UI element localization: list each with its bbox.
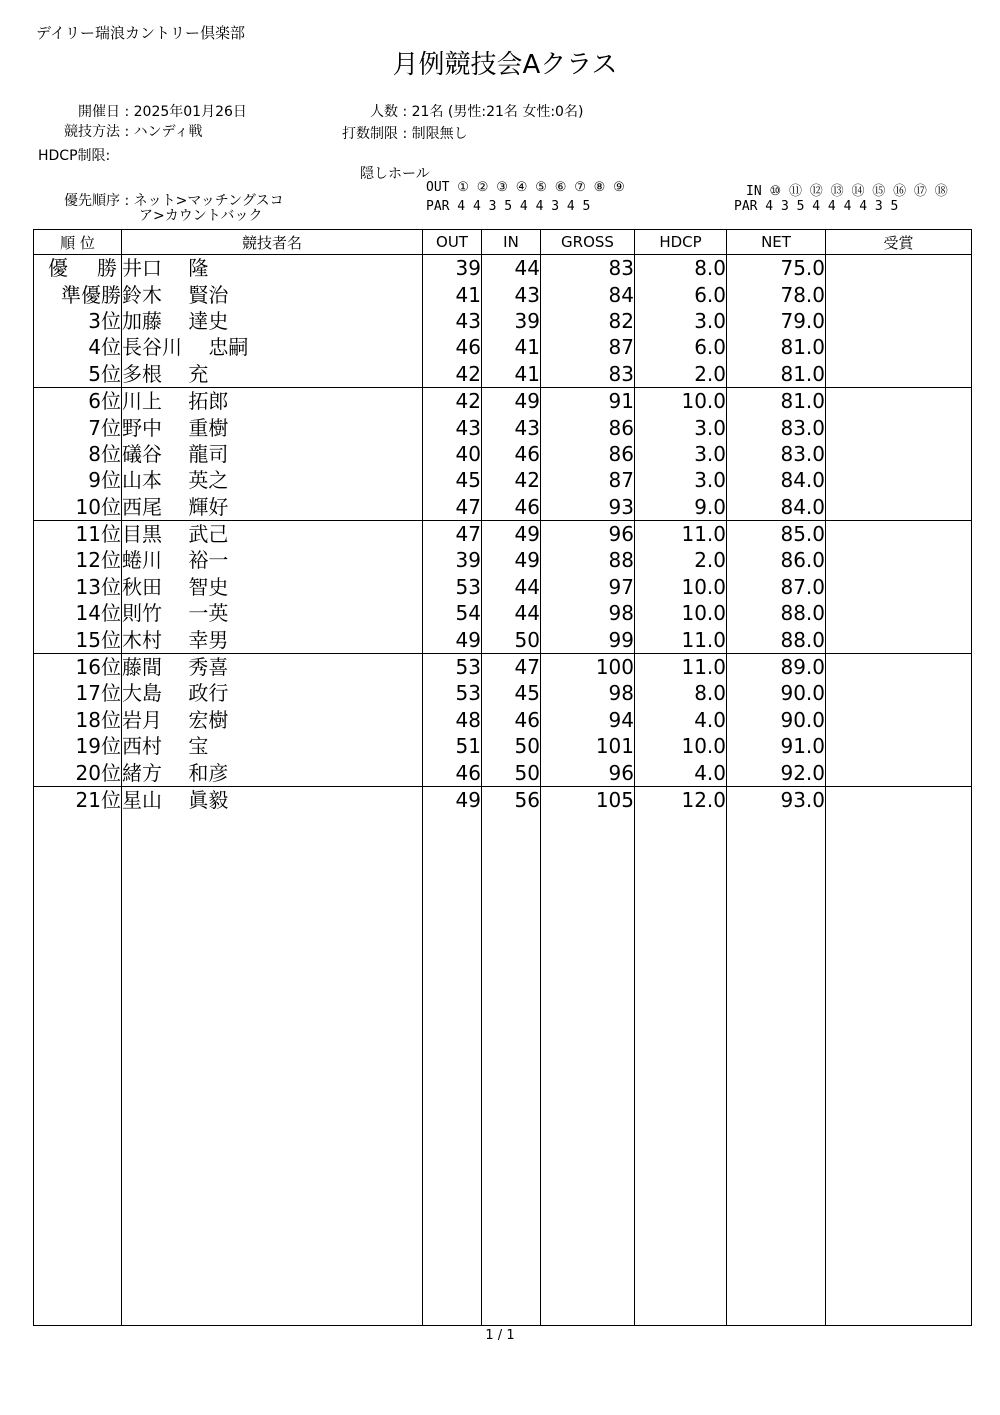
award-cell <box>826 361 972 388</box>
page-number: 1 / 1 <box>485 1328 515 1343</box>
empty-cell <box>122 813 423 1325</box>
col-header-in: IN <box>482 230 541 255</box>
hdcp-cell: 11.0 <box>635 653 727 680</box>
rank-cell: 12位 <box>34 547 122 573</box>
col-header-award: 受賞 <box>826 230 972 255</box>
gross-cell: 98 <box>541 600 635 626</box>
table-row <box>34 547 972 573</box>
hdcp-cell: 12.0 <box>635 786 727 813</box>
rank-cell: 7位 <box>34 414 122 440</box>
table-row <box>34 281 972 307</box>
hdcp-cell: 10.0 <box>635 574 727 600</box>
name-cell: 西尾 輝好 <box>122 494 423 521</box>
hdcp-cell: 10.0 <box>635 600 727 626</box>
table-row <box>34 467 972 493</box>
empty-cell <box>635 813 727 1325</box>
award-cell <box>826 786 972 813</box>
net-cell: 83.0 <box>727 414 826 440</box>
hdcp-cell: 8.0 <box>635 255 727 282</box>
gross-cell: 96 <box>541 520 635 547</box>
hdcp-cell: 10.0 <box>635 733 727 759</box>
empty-cell <box>541 813 635 1325</box>
hidden-par-out: PAR 4 4 3 5 4 4 3 4 5 <box>426 199 591 214</box>
hidden-par-in: PAR 4 3 5 4 4 4 4 3 5 <box>734 199 899 214</box>
limit-label: 打数制限 <box>342 126 398 142</box>
table-row <box>34 653 972 680</box>
out-cell: 46 <box>423 334 482 360</box>
hdcp-cell: 6.0 <box>635 334 727 360</box>
net-cell: 88.0 <box>727 600 826 626</box>
out-cell: 51 <box>423 733 482 759</box>
hdcp-cell: 4.0 <box>635 707 727 733</box>
table-row <box>34 494 972 521</box>
rank-cell: 5位 <box>34 361 122 388</box>
in-cell: 46 <box>482 494 541 521</box>
colon: : <box>124 193 134 209</box>
out-cell: 53 <box>423 680 482 706</box>
count-value: 21名 (男性:21名 女性:0名) <box>411 104 584 120</box>
name-cell: 山本 英之 <box>122 467 423 493</box>
gross-cell: 87 <box>541 467 635 493</box>
name-cell: 木村 幸男 <box>122 626 423 653</box>
in-cell: 56 <box>482 786 541 813</box>
award-cell <box>826 441 972 467</box>
out-cell: 39 <box>423 255 482 282</box>
gross-cell: 99 <box>541 626 635 653</box>
name-cell: 川上 拓郎 <box>122 387 423 414</box>
out-cell: 49 <box>423 626 482 653</box>
net-cell: 85.0 <box>727 520 826 547</box>
name-cell: 岩月 宏樹 <box>122 707 423 733</box>
out-cell: 53 <box>423 653 482 680</box>
rank-cell: 18位 <box>34 707 122 733</box>
net-cell: 91.0 <box>727 733 826 759</box>
out-cell: 43 <box>423 414 482 440</box>
name-cell: 長谷川 忠嗣 <box>122 334 423 360</box>
rank-cell: 20位 <box>34 759 122 786</box>
count-label: 人数 <box>370 104 398 120</box>
table-row <box>34 759 972 786</box>
name-cell: 藤間 秀喜 <box>122 653 423 680</box>
hidden-holes-in: IN ⑩ ⑪ ⑫ ⑬ ⑭ ⑮ ⑯ ⑰ ⑱ <box>746 184 948 199</box>
in-cell: 39 <box>482 308 541 334</box>
in-cell: 43 <box>482 281 541 307</box>
priority-line2: ア>カウントバック <box>139 208 263 224</box>
in-cell: 46 <box>482 707 541 733</box>
col-header-hdcp: HDCP <box>635 230 727 255</box>
award-cell <box>826 494 972 521</box>
name-cell: 井口 隆 <box>122 255 423 282</box>
header-row <box>34 230 972 255</box>
name-cell: 西村 宝 <box>122 733 423 759</box>
priority-label: 優先順序 <box>64 193 120 209</box>
colon: : <box>402 104 412 120</box>
out-cell: 45 <box>423 467 482 493</box>
gross-cell: 83 <box>541 361 635 388</box>
gross-cell: 83 <box>541 255 635 282</box>
table-row <box>34 441 972 467</box>
award-cell <box>826 759 972 786</box>
method-value: ハンディ戦 <box>133 124 203 140</box>
award-cell <box>826 520 972 547</box>
name-cell: 野中 重樹 <box>122 414 423 440</box>
limit-row <box>318 123 468 143</box>
rank-cell: 準優勝 <box>34 281 122 307</box>
name-cell: 則竹 一英 <box>122 600 423 626</box>
table-row <box>34 334 972 360</box>
out-cell: 42 <box>423 387 482 414</box>
out-cell: 54 <box>423 600 482 626</box>
method-label: 競技方法 <box>64 124 120 140</box>
award-cell <box>826 414 972 440</box>
table-row <box>34 414 972 440</box>
gross-cell: 100 <box>541 653 635 680</box>
hdcp-cell: 6.0 <box>635 281 727 307</box>
in-cell: 41 <box>482 334 541 360</box>
rank-cell: 11位 <box>34 520 122 547</box>
out-cell: 46 <box>423 759 482 786</box>
gross-cell: 91 <box>541 387 635 414</box>
gross-cell: 105 <box>541 786 635 813</box>
gross-cell: 96 <box>541 759 635 786</box>
award-cell <box>826 281 972 307</box>
hdcp-cell: 9.0 <box>635 494 727 521</box>
net-cell: 84.0 <box>727 494 826 521</box>
rank-cell: 13位 <box>34 574 122 600</box>
col-header-gross: GROSS <box>541 230 635 255</box>
out-cell: 48 <box>423 707 482 733</box>
hdcp-cell: 11.0 <box>635 520 727 547</box>
out-cell: 42 <box>423 361 482 388</box>
empty-cell <box>727 813 826 1325</box>
table-row <box>34 387 972 414</box>
rank-cell: 14位 <box>34 600 122 626</box>
rank-cell: 16位 <box>34 653 122 680</box>
hidden-holes-out: OUT ① ② ③ ④ ⑤ ⑥ ⑦ ⑧ ⑨ <box>426 180 625 195</box>
gross-cell: 97 <box>541 574 635 600</box>
table-row <box>34 626 972 653</box>
hdcp-limit-label: HDCP制限: <box>38 148 111 164</box>
net-cell: 84.0 <box>727 467 826 493</box>
name-cell: 大島 政行 <box>122 680 423 706</box>
in-cell: 49 <box>482 520 541 547</box>
gross-cell: 98 <box>541 680 635 706</box>
hdcp-cell: 3.0 <box>635 441 727 467</box>
net-cell: 81.0 <box>727 387 826 414</box>
name-cell: 礒谷 龍司 <box>122 441 423 467</box>
hdcp-cell: 4.0 <box>635 759 727 786</box>
table-row <box>34 786 972 813</box>
name-cell: 緒方 和彦 <box>122 759 423 786</box>
in-cell: 47 <box>482 653 541 680</box>
gross-cell: 101 <box>541 733 635 759</box>
out-cell: 41 <box>423 281 482 307</box>
table-row <box>34 574 972 600</box>
out-cell: 40 <box>423 441 482 467</box>
in-cell: 45 <box>482 680 541 706</box>
hdcp-cell: 2.0 <box>635 547 727 573</box>
rank-cell: 8位 <box>34 441 122 467</box>
net-cell: 92.0 <box>727 759 826 786</box>
rank-cell: 21位 <box>34 786 122 813</box>
colon: : <box>124 124 134 140</box>
award-cell <box>826 467 972 493</box>
gross-cell: 84 <box>541 281 635 307</box>
page-title: 月例競技会Aクラス <box>392 50 618 80</box>
net-cell: 90.0 <box>727 680 826 706</box>
table-filler-row <box>34 813 972 1325</box>
table-row <box>34 520 972 547</box>
in-cell: 43 <box>482 414 541 440</box>
col-header-rank: 順 位 <box>34 230 122 255</box>
in-cell: 49 <box>482 547 541 573</box>
gross-cell: 86 <box>541 414 635 440</box>
in-cell: 41 <box>482 361 541 388</box>
table-row <box>34 707 972 733</box>
gross-cell: 94 <box>541 707 635 733</box>
net-cell: 90.0 <box>727 707 826 733</box>
hdcp-cell: 2.0 <box>635 361 727 388</box>
out-cell: 47 <box>423 520 482 547</box>
col-header-net: NET <box>727 230 826 255</box>
hdcp-cell: 3.0 <box>635 467 727 493</box>
rank-cell: 4位 <box>34 334 122 360</box>
hdcp-cell: 8.0 <box>635 680 727 706</box>
club-name: デイリー瑞浪カントリー倶楽部 <box>36 24 245 42</box>
net-cell: 81.0 <box>727 361 826 388</box>
rank-cell: 17位 <box>34 680 122 706</box>
limit-value: 制限無し <box>411 126 468 142</box>
name-cell: 鈴木 賢治 <box>122 281 423 307</box>
award-cell <box>826 334 972 360</box>
name-cell: 秋田 智史 <box>122 574 423 600</box>
hdcp-cell: 11.0 <box>635 626 727 653</box>
name-cell: 星山 眞毅 <box>122 786 423 813</box>
net-cell: 87.0 <box>727 574 826 600</box>
in-cell: 46 <box>482 441 541 467</box>
in-cell: 44 <box>482 574 541 600</box>
priority-line1: ネット>マッチングスコ <box>133 193 284 209</box>
in-cell: 50 <box>482 626 541 653</box>
empty-cell <box>482 813 541 1325</box>
gross-cell: 87 <box>541 334 635 360</box>
award-cell <box>826 707 972 733</box>
table-row <box>34 733 972 759</box>
hidden-hole-label: 隠しホール <box>360 166 430 182</box>
award-cell <box>826 308 972 334</box>
net-cell: 81.0 <box>727 334 826 360</box>
net-cell: 88.0 <box>727 626 826 653</box>
table-row <box>34 361 972 388</box>
out-cell: 49 <box>423 786 482 813</box>
net-cell: 86.0 <box>727 547 826 573</box>
in-cell: 44 <box>482 255 541 282</box>
in-cell: 44 <box>482 600 541 626</box>
empty-cell <box>423 813 482 1325</box>
award-cell <box>826 653 972 680</box>
name-cell: 蜷川 裕一 <box>122 547 423 573</box>
empty-cell <box>826 813 972 1325</box>
out-cell: 43 <box>423 308 482 334</box>
colon: : <box>124 104 134 120</box>
award-cell <box>826 255 972 282</box>
award-cell <box>826 680 972 706</box>
gross-cell: 88 <box>541 547 635 573</box>
award-cell <box>826 547 972 573</box>
rank-cell: 10位 <box>34 494 122 521</box>
award-cell <box>826 626 972 653</box>
net-cell: 83.0 <box>727 441 826 467</box>
rank-cell: 9位 <box>34 467 122 493</box>
hdcp-cell: 3.0 <box>635 308 727 334</box>
gross-cell: 82 <box>541 308 635 334</box>
gross-cell: 86 <box>541 441 635 467</box>
method-row <box>36 121 203 141</box>
out-cell: 39 <box>423 547 482 573</box>
name-cell: 加藤 達史 <box>122 308 423 334</box>
in-cell: 50 <box>482 759 541 786</box>
award-cell <box>826 387 972 414</box>
table-row <box>34 255 972 282</box>
award-cell <box>826 733 972 759</box>
table-row <box>34 308 972 334</box>
in-cell: 50 <box>482 733 541 759</box>
gross-cell: 93 <box>541 494 635 521</box>
colon: : <box>402 126 412 142</box>
award-cell <box>826 600 972 626</box>
out-cell: 53 <box>423 574 482 600</box>
date-row <box>36 101 247 121</box>
date-value: 2025年01月26日 <box>133 104 247 120</box>
net-cell: 89.0 <box>727 653 826 680</box>
net-cell: 78.0 <box>727 281 826 307</box>
in-cell: 49 <box>482 387 541 414</box>
rank-cell: 優 勝 <box>34 255 122 282</box>
table-row <box>34 600 972 626</box>
col-header-name: 競技者名 <box>122 230 423 255</box>
name-cell: 目黒 武己 <box>122 520 423 547</box>
rank-cell: 15位 <box>34 626 122 653</box>
hdcp-cell: 3.0 <box>635 414 727 440</box>
rank-cell: 19位 <box>34 733 122 759</box>
name-cell: 多根 充 <box>122 361 423 388</box>
rank-cell: 3位 <box>34 308 122 334</box>
count-row <box>318 101 583 121</box>
net-cell: 79.0 <box>727 308 826 334</box>
out-cell: 47 <box>423 494 482 521</box>
date-label: 開催日 <box>78 104 120 120</box>
col-header-out: OUT <box>423 230 482 255</box>
net-cell: 93.0 <box>727 786 826 813</box>
award-cell <box>826 574 972 600</box>
hdcp-cell: 10.0 <box>635 387 727 414</box>
empty-cell <box>34 813 122 1325</box>
rank-cell: 6位 <box>34 387 122 414</box>
net-cell: 75.0 <box>727 255 826 282</box>
table-row <box>34 680 972 706</box>
in-cell: 42 <box>482 467 541 493</box>
results-table <box>33 229 972 1326</box>
